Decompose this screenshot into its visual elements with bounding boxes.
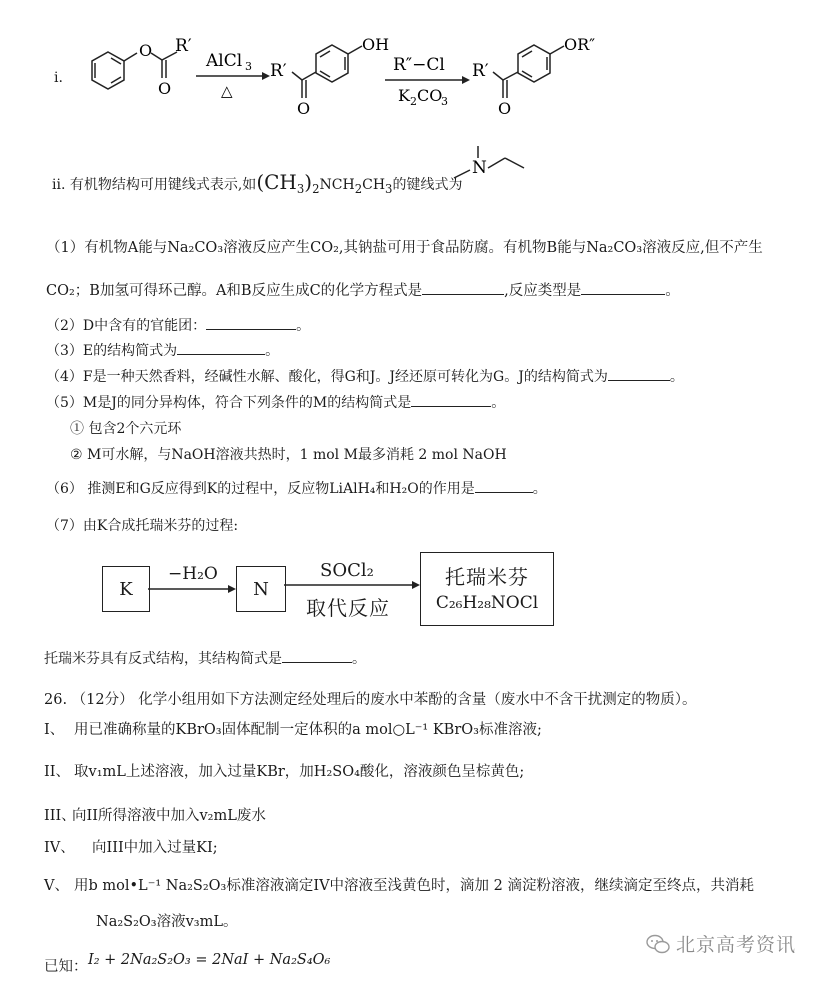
- end-carbonyl-o: O: [498, 99, 512, 118]
- ester-carbonyl-o: O: [158, 79, 172, 98]
- q3-text: （3）E的结构简式为: [46, 343, 178, 359]
- formula-nch2: NCH: [319, 177, 355, 193]
- triethylamine-skeletal-structure: [450, 140, 540, 190]
- q26-step-4-num: IV、: [44, 840, 75, 856]
- q6-line: [46, 478, 547, 498]
- reagent-k2co3-co: CO: [417, 86, 443, 105]
- q1-text-a: CO₂；B加氢可得环己醇。A和B反应生成C的化学方程式是: [46, 283, 423, 299]
- q2-end: 。: [296, 318, 311, 334]
- flow-box-n: N: [236, 566, 286, 612]
- toremifene-name: 托瑞米芬: [445, 565, 529, 589]
- q26-known-equation: I₂ + 2Na₂S₂O₃ = 2NaI + Na₂S₄O₆: [88, 952, 331, 968]
- answer-blank[interactable]: [206, 315, 296, 330]
- start-rprime: R′: [175, 36, 192, 56]
- reagent-rcl: R″−Cl: [393, 55, 445, 75]
- flow-box-toremifene: [420, 552, 554, 626]
- q26-step-5: 用b mol•L⁻¹ Na₂S₂O₃标准溶液滴定IV中溶液至浅黄色时，滴加 2 滴淀粉溶液，继续滴定至终点，共消耗: [74, 878, 754, 894]
- formula-sub: 3: [385, 181, 393, 196]
- q1-line1: （1）有机物A能与Na₂CO₃溶液反应产生CO₂,其钠盐可用于食品防腐。有机物B能与Na₂CO₃溶液反应,但不产生: [46, 240, 763, 256]
- reagent-k2co3-sub1: 2: [410, 95, 417, 108]
- q26-step-2-num: II、: [44, 764, 70, 780]
- mid-rprime: R′: [270, 61, 287, 81]
- q7-tail-end: 。: [352, 651, 366, 667]
- watermark: [646, 930, 796, 957]
- reagent-k2co3-k: K: [398, 86, 410, 105]
- q7-line: （7）由K合成托瑞米芬的过程:: [46, 518, 239, 534]
- q26-step-3-num: III、: [44, 808, 76, 824]
- watermark-text: 北京高考资讯: [676, 934, 797, 956]
- q5-end: 。: [491, 395, 506, 411]
- n-atom: N: [472, 158, 487, 178]
- q26-step-3: 向II所得溶液中加入v₂mL废水: [72, 808, 266, 824]
- formula-open: (CH: [256, 170, 297, 194]
- flow-arrow-2-reagent: SOCl₂: [320, 560, 374, 581]
- scheme-ii-label: ii.: [52, 177, 66, 193]
- reagent-k2co3-sub2: 3: [441, 95, 448, 108]
- formula-sub: 2: [354, 181, 363, 196]
- end-rprime: R′: [472, 61, 489, 81]
- end-or: OR″: [564, 35, 596, 54]
- answer-blank[interactable]: [177, 340, 265, 355]
- q4-text: （4）F是一种天然香料，经碱性水解、酸化，得G和J。J经还原可转化为G。J的结构简式为: [46, 369, 608, 385]
- q5-text: （5）M是J的同分异构体，符合下列条件的M的结构简式是: [46, 395, 412, 411]
- scheme-ii-tail: 的键线式为: [392, 177, 463, 193]
- answer-blank[interactable]: [475, 478, 533, 493]
- q26-known-label: 已知：: [44, 959, 88, 975]
- q26-step-2: 取v₁mL上述溶液，加入过量KBr，加H₂SO₄酸化，溶液颜色呈棕黄色;: [74, 764, 525, 780]
- answer-blank[interactable]: [411, 392, 491, 407]
- q3-line: [46, 340, 279, 360]
- q4-line: [46, 366, 684, 386]
- formula-close: ): [304, 170, 313, 194]
- formula-sub: 2: [312, 181, 320, 196]
- q6-end: 。: [532, 481, 547, 497]
- q7-tail-line: [44, 648, 366, 668]
- answer-blank[interactable]: [282, 648, 352, 663]
- toremifene-formula: C₂₆H₂₈NOCl: [435, 593, 539, 613]
- q1-text-b: ,反应类型是: [504, 283, 582, 299]
- q3-end: 。: [265, 343, 280, 359]
- q26-step-5-cont: Na₂S₂O₃溶液v₃mL。: [96, 914, 238, 930]
- scheme-i-label: i.: [54, 70, 63, 86]
- flow-arrow-2-reaction-type: 取代反应: [306, 596, 390, 620]
- answer-blank[interactable]: [608, 366, 670, 381]
- flow-arrow-1-label: −H₂O: [168, 564, 218, 584]
- flow-box-k: K: [102, 566, 150, 612]
- formula-sub: 3: [296, 181, 305, 196]
- scheme-i-structures: [0, 0, 820, 140]
- answer-blank[interactable]: [581, 280, 665, 295]
- answer-blank[interactable]: [422, 280, 504, 295]
- q26-step-1: 用已准确称量的KBrO₃固体配制一定体积的a mol○L⁻¹ KBrO₃标准溶液;: [74, 722, 542, 738]
- q26-step-5-num: V、: [44, 878, 69, 894]
- q1-line2: [46, 279, 680, 300]
- q2-text: （2）D中含有的官能团：: [46, 318, 207, 334]
- q26-heading: 26. （12分） 化学小组用如下方法测定经处理后的废水中苯酚的含量（废水中不含干扰测定的物质）。: [44, 692, 697, 708]
- wechat-icon: [646, 934, 670, 954]
- q4-end: 。: [669, 369, 684, 385]
- formula-ch3: CH: [362, 177, 386, 193]
- q1-text-c: 。: [665, 283, 680, 299]
- hydroxyphenyl-ketone-structure: [292, 45, 362, 98]
- mid-carbonyl-o: O: [297, 99, 311, 118]
- reagent-alcl3-sub: 3: [245, 60, 252, 73]
- q5-condition-1: ① 包含2个六元环: [70, 421, 182, 437]
- q6-text: （6） 推测E和G反应得到K的过程中，反应物LiAlH₄和H₂O的作用是: [46, 481, 475, 497]
- heat-symbol: △: [221, 82, 233, 100]
- alkoxyphenyl-ketone-structure: [493, 45, 564, 98]
- reagent-alcl3: AlCl: [206, 51, 243, 71]
- q5-condition-2: ② M可水解，与NaOH溶液共热时，1 mol M最多消耗 2 mol NaOH: [70, 447, 507, 463]
- q5-line: [46, 392, 505, 412]
- q26-step-1-num: I、: [44, 722, 65, 738]
- scheme-ii-text: [52, 170, 462, 196]
- ester-o: O: [139, 41, 153, 60]
- q2-line: [46, 315, 310, 335]
- q26-step-4: 向III中加入过量KI;: [92, 840, 218, 856]
- q7-tail-text: 托瑞米芬具有反式结构，其结构简式是: [44, 651, 282, 667]
- mid-oh: OH: [362, 35, 390, 54]
- scheme-ii-intro: 有机物结构可用键线式表示,如: [69, 177, 257, 193]
